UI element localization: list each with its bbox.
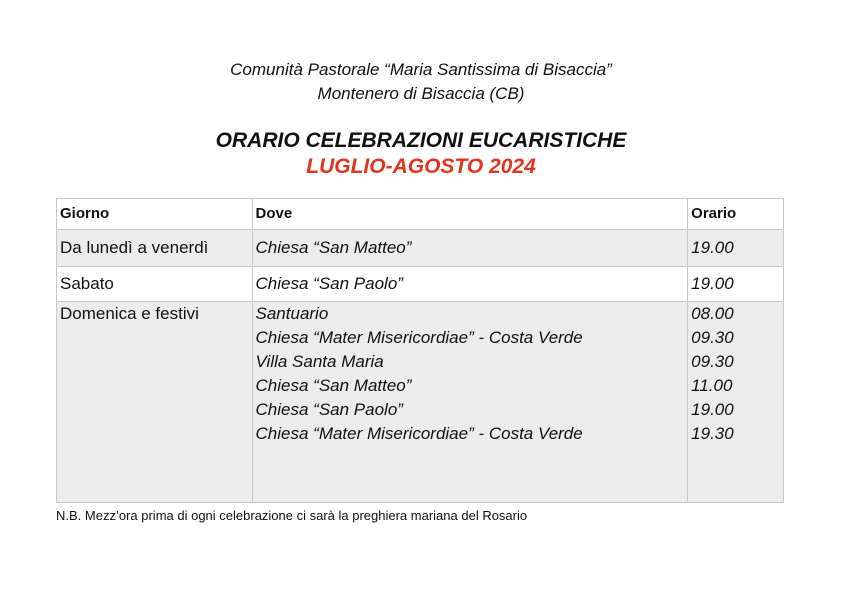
header-dove: Dove	[252, 199, 688, 230]
place-line: Chiesa “San Matteo”	[255, 376, 412, 395]
schedule-period: LUGLIO-AGOSTO 2024	[306, 155, 536, 178]
schedule-table	[56, 198, 784, 503]
place-line: Villa Santa Maria	[255, 352, 384, 371]
place-cell	[252, 302, 688, 503]
time-line: 19.30	[691, 424, 734, 443]
place-cell: Chiesa “San Matteo”	[252, 230, 688, 267]
table-row	[57, 267, 784, 302]
schedule-title: ORARIO CELEBRAZIONI EUCARISTICHE	[215, 129, 627, 152]
header-orario: Orario	[688, 199, 784, 230]
time-line: 09.30	[691, 352, 734, 371]
header-giorno: Giorno	[57, 199, 253, 230]
community-name: Comunità Pastorale “Maria Santissima di Bisaccia”	[230, 60, 612, 79]
day-cell: Domenica e festivi	[57, 302, 253, 503]
day-cell: Da lunedì a venerdì	[57, 230, 253, 267]
table-row	[57, 302, 784, 503]
community-location: Montenero di Bisaccia (CB)	[317, 84, 525, 103]
footnote: N.B. Mezz’ora prima di ogni celebrazione ci sarà la preghiera mariana del Rosario	[56, 508, 528, 523]
time-cell: 19.00	[688, 230, 784, 267]
day-cell: Sabato	[57, 267, 253, 302]
place-cell: Chiesa “San Paolo”	[252, 267, 688, 302]
place-line: Chiesa “San Paolo”	[255, 400, 403, 419]
document-header	[0, 58, 842, 180]
time-cell	[688, 302, 784, 503]
place-line: Chiesa “Mater Misericordiae” - Costa Verde	[255, 328, 583, 347]
table-header-row	[57, 199, 784, 230]
time-line: 11.00	[691, 376, 733, 395]
time-line: 08.00	[691, 304, 734, 323]
time-line: 19.00	[691, 400, 734, 419]
time-cell: 19.00	[688, 267, 784, 302]
time-line: 09.30	[691, 328, 734, 347]
place-line: Santuario	[255, 304, 329, 323]
table-row	[57, 230, 784, 267]
place-line: Chiesa “Mater Misericordiae” - Costa Verde	[255, 424, 583, 443]
